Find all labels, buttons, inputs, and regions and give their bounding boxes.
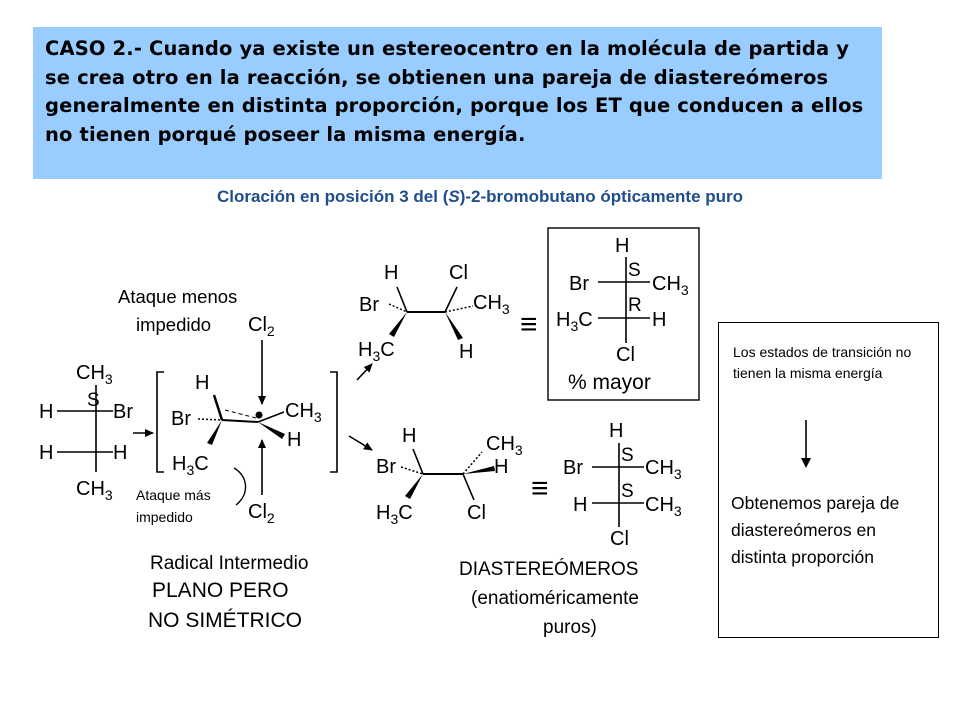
svg-text:H: H (609, 420, 624, 442)
chlorine-reagent-top: $Cl_2$ (248, 314, 275, 339)
starting-material-fischer (39, 362, 133, 503)
enantiopure-label-2: puros) (543, 617, 597, 638)
less-hindered-label-2: impedido (136, 314, 212, 335)
svg-text:Br: Br (171, 408, 191, 430)
conclusion-arrow (796, 420, 816, 470)
svg-text:CH3: $CH_3$ (285, 400, 322, 425)
svg-text:H: H (384, 262, 399, 284)
svg-text:Br: Br (376, 456, 396, 478)
radical-intermediate-label: Radical Intermedio (150, 553, 309, 574)
svg-text:H3C: $H_3C$ (556, 309, 593, 334)
planar-label-2: NO SIMÉTRICO (148, 609, 303, 632)
more-hindered-label-1: Ataque más (136, 487, 211, 503)
planar-label-1: PLANO PERO (152, 579, 289, 602)
svg-text:H3C: $H_3C$ (172, 453, 209, 478)
equivalence-symbol-2: ≡ (531, 472, 549, 505)
left-bracket (157, 372, 164, 472)
svg-text:S: S (621, 445, 634, 466)
svg-text:H: H (494, 456, 509, 478)
radical-intermediate (171, 372, 322, 478)
attack-annotations (118, 286, 275, 526)
minor-product-fischer (563, 420, 682, 550)
svg-text:H: H (615, 235, 630, 257)
subtitle-stereo-descriptor: S (448, 187, 460, 206)
equivalence-symbol-1: ≡ (520, 308, 538, 341)
svg-text:Br: Br (359, 294, 379, 316)
svg-text:H: H (113, 442, 128, 464)
svg-text:H: H (195, 372, 210, 394)
hindrance-curve (234, 468, 246, 505)
svg-text:H: H (652, 309, 667, 331)
svg-text:Br: Br (563, 457, 583, 479)
case-description-text: CASO 2.- Cuando ya existe un estereocentro en la molécula de partida y se crea otro en la reacción, se obtienen una pareja de diastereómeros generalmente en distinta proporción, porque los ET que conducen a ellos no tienen porqué poseer la misma energía. (45, 37, 864, 146)
svg-text:Cl: Cl (610, 528, 629, 550)
enantiopure-label-1: (enatioméricamente (471, 588, 639, 609)
svg-text:Cl: Cl (616, 344, 635, 366)
transition-states-note: Los estados de transición no tienen la misma energía (733, 344, 912, 381)
svg-text:CH3: $CH_3$ (76, 362, 113, 387)
svg-text:R: R (628, 295, 642, 316)
svg-text:Cl: Cl (449, 262, 468, 284)
svg-text:S: S (87, 390, 100, 411)
svg-text:CH3: $CH_3$ (473, 292, 510, 317)
conclusion-text: Obtenemos pareja de diastereómeros en distinta proporción (731, 493, 900, 567)
svg-text:S: S (628, 260, 641, 281)
major-percentage-label: % mayor (568, 371, 651, 394)
major-product-sawhorse (358, 262, 538, 364)
svg-text:H3C: $H_3C$ (376, 502, 413, 527)
subtitle-part-2: )-2-bromobutano ópticamente puro (459, 187, 744, 206)
svg-text:Br: Br (113, 401, 133, 423)
svg-text:CH3: $CH_3$ (486, 433, 523, 458)
svg-text:H: H (459, 341, 474, 363)
more-hindered-label-2: impedido (136, 509, 193, 525)
arrow-to-major-product (357, 364, 372, 380)
less-hindered-label-1: Ataque menos (118, 286, 238, 307)
right-bracket (330, 372, 337, 472)
svg-text:CH3: $CH_3$ (652, 273, 689, 298)
minor-product-sawhorse (376, 425, 549, 527)
svg-text:H: H (287, 429, 302, 451)
svg-text:H: H (39, 442, 54, 464)
svg-text:CH3: $CH_3$ (645, 494, 682, 519)
svg-text:Cl: Cl (467, 502, 486, 524)
svg-text:H: H (573, 494, 588, 516)
svg-text:H: H (39, 401, 54, 423)
svg-text:S: S (621, 481, 634, 502)
diastereomers-label: DIASTEREÓMEROS (459, 559, 639, 580)
subtitle-part-1: Cloración en posición 3 del ( (216, 187, 449, 206)
svg-text:Br: Br (569, 273, 589, 295)
svg-text:CH3: $CH_3$ (76, 478, 113, 503)
svg-text:CH3: $CH_3$ (645, 457, 682, 482)
chlorine-reagent-bottom: $Cl_2$ (248, 501, 275, 526)
major-product-fischer (548, 228, 699, 400)
svg-text:H: H (402, 425, 417, 447)
arrow-to-minor-product (349, 436, 372, 450)
svg-text:H3C: $H_3C$ (358, 339, 395, 364)
